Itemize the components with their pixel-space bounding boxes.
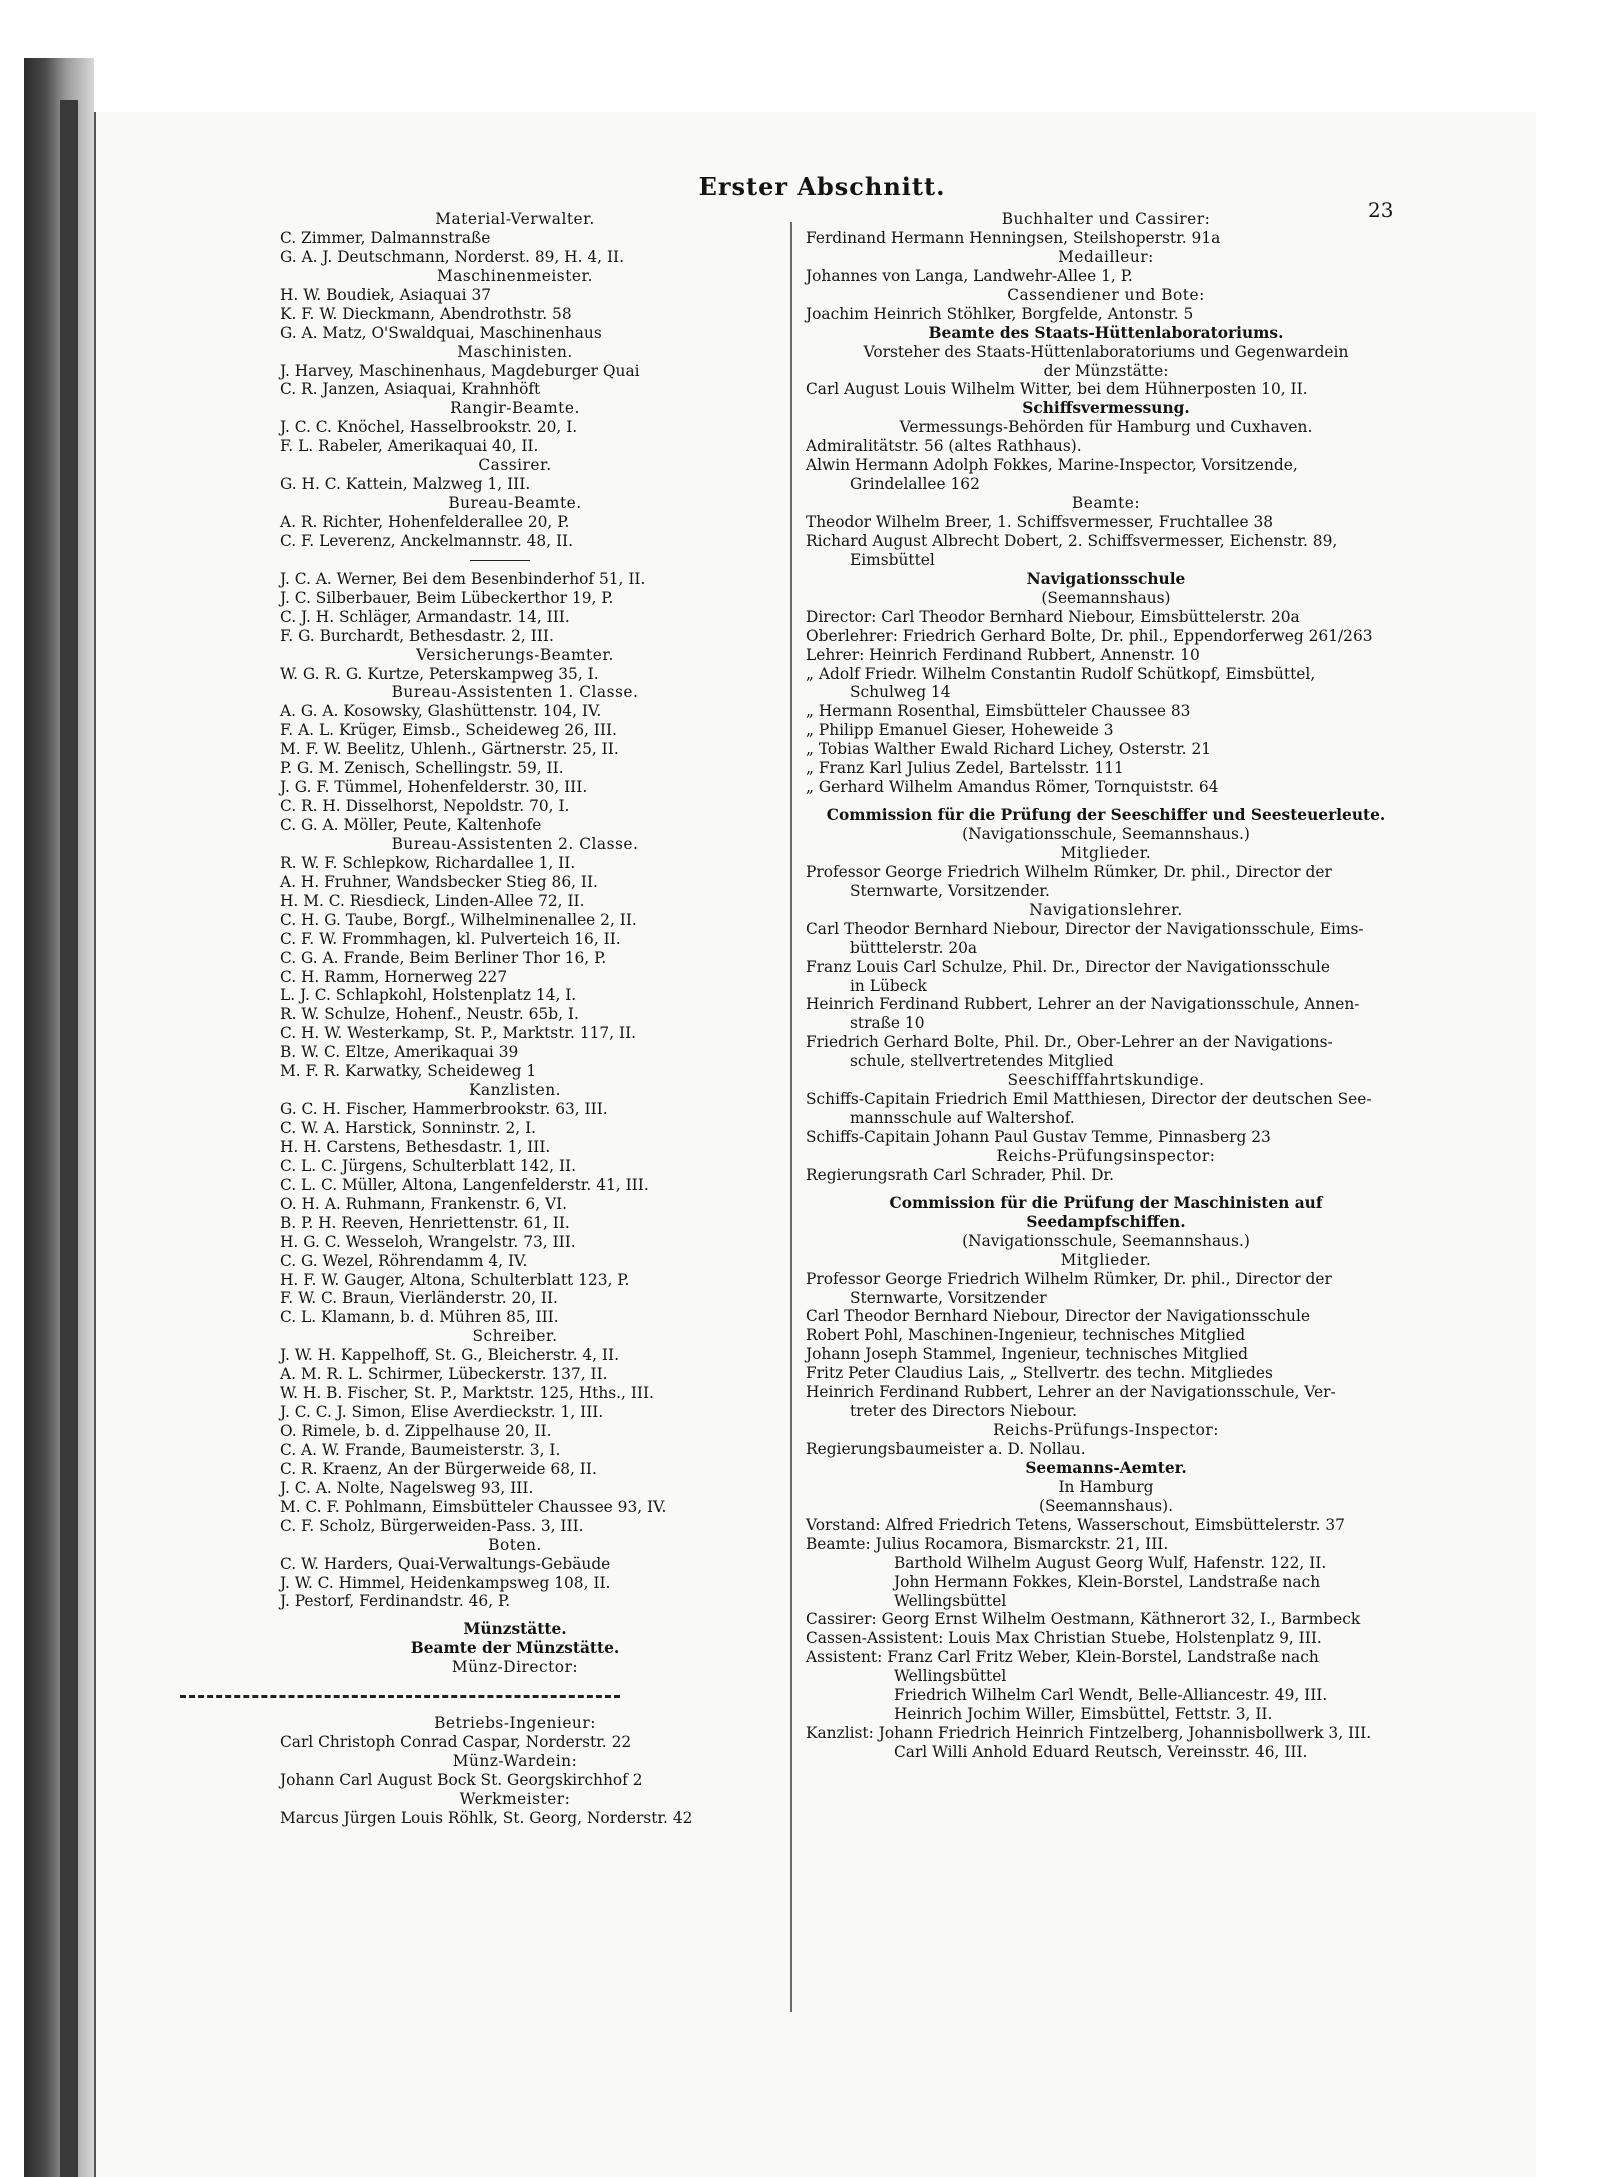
- section-heading: Reichs-Prüfungs-Inspector:: [993, 1421, 1219, 1440]
- directory-entry: „ Gerhard Wilhelm Amandus Römer, Tornquiststr. 64: [806, 778, 1219, 797]
- directory-entry: J. C. A. Werner, Bei dem Besenbinderhof 51, II.: [280, 569, 646, 588]
- directory-entry: C. A. W. Frande, Baumeisterstr. 3, I.: [280, 1440, 561, 1459]
- directory-entry: Theodor Wilhelm Breer, 1. Schiffsvermesser, Fruchtallee 38: [806, 513, 1274, 531]
- directory-entry: K. F. W. Dieckmann, Abendrothstr. 58: [280, 304, 572, 323]
- directory-entry: in Lübeck: [850, 976, 927, 995]
- section-heading: Commission für die Prüfung der Maschinisten auf: [889, 1193, 1323, 1212]
- directory-entry: J. Pestorf, Ferdinandstr. 46, P.: [280, 1592, 511, 1611]
- directory-entry: F. G. Burchardt, Bethesdastr. 2, III.: [280, 626, 554, 645]
- directory-entry: Carl Theodor Bernhard Niebour, Director der Navigationsschule, Eims-: [806, 919, 1364, 938]
- directory-entry: A. G. A. Kosowsky, Glashüttenstr. 104, IV.: [280, 702, 602, 721]
- directory-entry: J. C. C. J. Simon, Elise Averdieckstr. 1, III.: [280, 1403, 604, 1422]
- directory-entry: H. M. C. Riesdieck, Linden-Allee 72, II.: [280, 891, 585, 910]
- directory-entry: Professor George Friedrich Wilhelm Rümker, Dr. phil., Director der: [806, 862, 1332, 881]
- directory-entry: A. H. Fruhner, Wandsbecker Stieg 86, II.: [280, 872, 598, 891]
- directory-entry: Cassen-Assistent: Louis Max Christian Stuebe, Holstenplatz 9, III.: [806, 1629, 1322, 1648]
- directory-entry: (Navigationsschule, Seemannshaus.): [962, 825, 1250, 843]
- section-heading: Seemanns-Aemter.: [1025, 1458, 1187, 1477]
- directory-entry: Regierungsbaumeister a. D. Nollau.: [806, 1440, 1086, 1458]
- directory-entry: „ Philipp Emanuel Gieser, Hoheweide 3: [806, 721, 1114, 740]
- directory-entry: M. F. W. Beelitz, Uhlenh., Gärtnerstr. 25, II.: [280, 740, 619, 759]
- section-heading: Buchhalter und Cassirer:: [1001, 210, 1211, 228]
- directory-entry: H. G. C. Wesseloh, Wrangelstr. 73, III.: [280, 1232, 576, 1251]
- directory-entry: Vorsteher des Staats-Hüttenlaboratoriums und Gegenwardein: [863, 342, 1349, 361]
- directory-entry: Franz Louis Carl Schulze, Phil. Dr., Director der Navigationsschule: [806, 957, 1330, 976]
- directory-entry: O. H. A. Ruhmann, Frankenstr. 6, VI.: [280, 1194, 568, 1213]
- directory-entry: Vermessungs-Behörden für Hamburg und Cuxhaven.: [899, 418, 1313, 437]
- directory-entry: Alwin Hermann Adolph Fokkes, Marine-Inspector, Vorsitzende,: [806, 456, 1298, 475]
- section-heading: Maschinisten.: [457, 342, 573, 361]
- directory-entry: C. R. H. Disselhorst, Nepoldstr. 70, I.: [280, 797, 570, 816]
- directory-entry: Johann Carl August Bock St. Georgskirchhof 2: [280, 1770, 643, 1789]
- section-heading: Kanzlisten.: [468, 1081, 562, 1100]
- directory-entry: O. Rimele, b. d. Zippelhause 20, II.: [280, 1422, 552, 1440]
- directory-entry: John Hermann Fokkes, Klein-Borstel, Landstraße nach: [894, 1572, 1321, 1591]
- directory-entry: L. J. C. Schlapkohl, Holstenplatz 14, I.: [280, 986, 577, 1005]
- directory-entry: Schulweg 14: [850, 683, 951, 702]
- section-heading: Schiffsvermessung.: [1022, 399, 1190, 418]
- page-number: 23: [1368, 198, 1394, 222]
- directory-entry: Carl Christoph Conrad Caspar, Norderstr. 22: [280, 1733, 632, 1752]
- directory-entry: C. H. G. Taube, Borgf., Wilhelminenallee 2, II.: [280, 910, 637, 929]
- section-heading: Boten.: [488, 1535, 542, 1554]
- directory-entry: mannsschule auf Waltershof.: [850, 1109, 1075, 1128]
- directory-entry: P. G. M. Zenisch, Schellingstr. 59, II.: [280, 759, 564, 778]
- section-heading: Beamte:: [1071, 494, 1141, 513]
- directory-entry: Robert Pohl, Maschinen-Ingenieur, technisches Mitglied: [806, 1326, 1246, 1345]
- directory-entry: H. H. Carstens, Bethesdastr. 1, III.: [280, 1137, 551, 1156]
- book-spine-shadow: [24, 58, 94, 2177]
- directory-entry: B. P. H. Reeven, Henriettenstr. 61, II.: [280, 1213, 570, 1232]
- section-heading: Bureau-Assistenten 1. Classe.: [391, 683, 639, 702]
- directory-entry: C. L. C. Müller, Altona, Langenfelderstr. 41, III.: [280, 1175, 649, 1194]
- directory-entry: Assistent: Franz Carl Fritz Weber, Klein-Borstel, Landstraße nach: [806, 1648, 1319, 1667]
- directory-entry: Carl August Louis Wilhelm Witter, bei dem Hühnerposten 10, II.: [806, 380, 1308, 399]
- directory-entry: M. C. F. Pohlmann, Eimsbütteler Chaussee 93, IV.: [280, 1497, 667, 1516]
- directory-entry: (Seemannshaus): [1041, 588, 1171, 607]
- directory-entry: G. H. C. Kattein, Malzweg 1, III.: [280, 475, 531, 494]
- directory-entry: C. H. W. Westerkamp, St. P., Marktstr. 117, II.: [280, 1024, 637, 1043]
- section-heading: Mitglieder.: [1060, 1250, 1152, 1269]
- section-heading: Schreiber.: [472, 1327, 558, 1346]
- section-heading: Betriebs-Ingenieur:: [434, 1714, 596, 1733]
- directory-entry: Friedrich Wilhelm Carl Wendt, Belle-Alliancestr. 49, III.: [894, 1686, 1328, 1705]
- directory-entry: J. C. A. Nolte, Nagelsweg 93, III.: [280, 1478, 534, 1497]
- directory-entry: C. L. Klamann, b. d. Mühren 85, III.: [280, 1308, 559, 1327]
- directory-entry: Ferdinand Hermann Henningsen, Steilshoperstr. 91a: [806, 228, 1221, 247]
- previous-page-edge: [0, 0, 24, 2177]
- directory-entry: Johann Joseph Stammel, Ingenieur, technisches Mitglied: [806, 1345, 1249, 1364]
- directory-entry: Schiffs-Capitain Johann Paul Gustav Temme, Pinnasberg 23: [806, 1128, 1271, 1146]
- spacer: [280, 1705, 750, 1714]
- section-heading: Versicherungs-Beamter.: [416, 645, 614, 664]
- directory-entry: J. W. H. Kappelhoff, St. G., Bleicherstr. 4, II.: [280, 1346, 619, 1365]
- directory-entry: Friedrich Gerhard Bolte, Phil. Dr., Ober-Lehrer an der Navigations-: [806, 1033, 1333, 1052]
- binding-gutter: [60, 100, 78, 2177]
- directory-entry: C. R. Kraenz, An der Bürgerweide 68, II.: [280, 1459, 597, 1478]
- directory-entry: F. A. L. Krüger, Eimsb., Scheideweg 26, III.: [280, 721, 617, 740]
- section-heading: Cassirer.: [478, 456, 552, 475]
- directory-entry: H. W. Boudiek, Asiaquai 37: [280, 285, 492, 304]
- directory-entry: Beamte: Julius Rocamora, Bismarckstr. 21, III.: [806, 1534, 1169, 1553]
- section-heading: Bureau-Beamte.: [448, 494, 582, 513]
- section-heading: Reichs-Prüfungsinspector:: [996, 1146, 1216, 1165]
- directory-entry: Director: Carl Theodor Bernhard Niebour, Eimsbüttelerstr. 20a: [806, 607, 1300, 626]
- section-heading: Beamte der Münzstätte.: [410, 1639, 620, 1658]
- directory-entry: A. R. Richter, Hohenfelderallee 20, P.: [280, 513, 570, 531]
- directory-entry: C. R. Janzen, Asiaquai, Krahnhöft: [280, 380, 541, 399]
- directory-entry: J. W. C. Himmel, Heidenkampsweg 108, II.: [280, 1573, 611, 1592]
- directory-entry: „ Franz Karl Julius Zedel, Bartelsstr. 111: [806, 759, 1124, 778]
- left-column: [280, 210, 750, 1828]
- section-heading: Navigationsschule: [1026, 569, 1186, 588]
- directory-entry: (Seemannshaus).: [1038, 1496, 1174, 1515]
- directory-entry: H. F. W. Gauger, Altona, Schulterblatt 123, P.: [280, 1270, 630, 1289]
- section-heading: Commission für die Prüfung der Seeschiffer und Seesteuerleute.: [826, 806, 1386, 825]
- spacer: [280, 1611, 750, 1620]
- directory-entry: Heinrich Jochim Willer, Eimsbüttel, Fettstr. 3, II.: [894, 1705, 1273, 1724]
- directory-entry: M. F. R. Karwatky, Scheideweg 1: [280, 1062, 537, 1081]
- directory-entry: G. A. J. Deutschmann, Norderst. 89, H. 4, II.: [280, 247, 625, 266]
- column-rule: [790, 222, 792, 2012]
- directory-entry: schule, stellvertretendes Mitglied: [850, 1052, 1114, 1071]
- directory-entry: Johannes von Langa, Landwehr-Allee 1, P.: [806, 266, 1133, 285]
- directory-entry: C. G. Wezel, Röhrendamm 4, IV.: [280, 1251, 528, 1270]
- section-heading: Material-Verwalter.: [435, 210, 595, 228]
- running-head: Erster Abschnitt.: [698, 172, 946, 201]
- directory-entry: J. C. Silberbauer, Beim Lübeckerthor 19, P.: [280, 588, 614, 607]
- directory-entry: R. W. Schulze, Hohenf., Neustr. 65b, I.: [280, 1005, 579, 1024]
- directory-entry: Barthold Wilhelm August Georg Wulf, Hafenstr. 122, II.: [894, 1553, 1327, 1572]
- directory-entry: Joachim Heinrich Stöhlker, Borgfelde, Antonstr. 5: [806, 304, 1194, 323]
- directory-entry: Grindelallee 162: [850, 475, 980, 494]
- directory-entry: (Navigationsschule, Seemannshaus.): [962, 1231, 1250, 1250]
- section-heading: Werkmeister:: [459, 1789, 571, 1808]
- directory-entry: Regierungsrath Carl Schrader, Phil. Dr.: [806, 1165, 1114, 1184]
- directory-entry: C. J. H. Schläger, Armandastr. 14, III.: [280, 607, 570, 626]
- section-heading: Seedampfschiffen.: [1026, 1212, 1186, 1231]
- section-heading: Münz-Director:: [451, 1658, 579, 1677]
- section-heading: Navigationslehrer.: [1029, 900, 1183, 919]
- directory-entry: A. M. R. L. Schirmer, Lübeckerstr. 137, II.: [280, 1365, 608, 1384]
- directory-entry: Carl Theodor Bernhard Niebour, Director der Navigationsschule: [806, 1307, 1310, 1326]
- directory-entry: Wellingsbüttel: [894, 1591, 1007, 1610]
- directory-entry: C. G. A. Möller, Peute, Kaltenhofe: [280, 816, 542, 834]
- directory-entry: Oberlehrer: Friedrich Gerhard Bolte, Dr. phil., Eppendorferweg 261/263: [806, 626, 1373, 645]
- directory-entry: Kanzlist: Johann Friedrich Heinrich Fintzelberg, Johannisbollwerk 3, III.: [806, 1724, 1372, 1743]
- directory-entry: C. F. Scholz, Bürgerweiden-Pass. 3, III.: [280, 1516, 584, 1535]
- section-heading: Münzstätte.: [463, 1620, 567, 1639]
- directory-entry: C. L. C. Jürgens, Schulterblatt 142, II.: [280, 1156, 577, 1175]
- section-heading: Beamte des Staats-Hüttenlaboratoriums.: [928, 323, 1284, 342]
- directory-entry: In Hamburg: [1058, 1477, 1154, 1496]
- directory-entry: Schiffs-Capitain Friedrich Emil Matthiesen, Director der deutschen See-: [806, 1090, 1372, 1109]
- section-heading: Bureau-Assistenten 2. Classe.: [391, 834, 639, 853]
- directory-entry: R. W. F. Schlepkow, Richardallee 1, II.: [280, 853, 576, 872]
- directory-entry: Carl Willi Anhold Eduard Reutsch, Vereinsstr. 46, III.: [894, 1743, 1308, 1761]
- directory-entry: C. Zimmer, Dalmannstraße: [280, 228, 491, 247]
- directory-entry: F. W. C. Braun, Vierländerstr. 20, II.: [280, 1289, 558, 1308]
- directory-entry: C. W. Harders, Quai-Verwaltungs-Gebäude: [280, 1554, 611, 1573]
- directory-entry: „ Hermann Rosenthal, Eimsbütteler Chaussee 83: [806, 702, 1191, 721]
- spacer: [806, 1185, 1406, 1194]
- directory-entry: C. F. W. Frommhagen, kl. Pulverteich 16, II.: [280, 929, 621, 948]
- directory-entry: B. W. C. Eltze, Amerikaquai 39: [280, 1043, 519, 1062]
- directory-entry: treter des Directors Niebour.: [850, 1402, 1077, 1421]
- dashed-rule: [280, 1686, 750, 1705]
- section-heading: Medailleur:: [1058, 247, 1154, 266]
- directory-entry: bütttelerstr. 20a: [850, 938, 978, 957]
- spacer: [806, 797, 1406, 806]
- directory-entry: Heinrich Ferdinand Rubbert, Lehrer an der Navigationsschule, Annen-: [806, 995, 1360, 1014]
- directory-entry: Lehrer: Heinrich Ferdinand Rubbert, Annenstr. 10: [806, 645, 1200, 664]
- directory-entry: W. H. B. Fischer, St. P., Marktstr. 125, Hths., III.: [280, 1384, 654, 1403]
- separator-rule: [280, 551, 750, 570]
- section-heading: Seeschifffahrtskundige.: [1007, 1071, 1205, 1090]
- directory-entry: F. L. Rabeler, Amerikaquai 40, II.: [280, 437, 539, 456]
- directory-entry: G. A. Matz, O'Swaldquai, Maschinenhaus: [280, 323, 602, 342]
- directory-entry: C. F. Leverenz, Anckelmannstr. 48, II.: [280, 531, 574, 550]
- directory-entry: Sternwarte, Vorsitzender.: [850, 881, 1050, 900]
- directory-entry: C. W. A. Harstick, Sonninstr. 2, I.: [280, 1119, 537, 1137]
- directory-entry: Wellingsbüttel: [894, 1667, 1007, 1686]
- directory-entry: Sternwarte, Vorsitzender: [850, 1288, 1047, 1307]
- directory-entry: J. G. F. Tümmel, Hohenfelderstr. 30, III.: [280, 778, 588, 797]
- directory-entry: Cassirer: Georg Ernst Wilhelm Oestmann, Käthnerort 32, I., Barmbeck: [806, 1610, 1361, 1629]
- directory-entry: Fritz Peter Claudius Lais, „ Stellvertr. des techn. Mitgliedes: [806, 1364, 1273, 1383]
- section-heading: Mitglieder.: [1060, 843, 1152, 862]
- directory-entry: C. G. A. Frande, Beim Berliner Thor 16, P.: [280, 948, 607, 967]
- directory-entry: Marcus Jürgen Louis Röhlk, St. Georg, Norderstr. 42: [280, 1808, 693, 1827]
- directory-entry: straße 10: [850, 1014, 925, 1033]
- directory-entry: der Münzstätte:: [1043, 361, 1169, 380]
- section-heading: Rangir-Beamte.: [450, 399, 580, 418]
- directory-entry: Professor George Friedrich Wilhelm Rümker, Dr. phil., Director der: [806, 1269, 1332, 1288]
- section-heading: Cassendiener und Bote:: [1007, 285, 1205, 304]
- directory-entry: J. Harvey, Maschinenhaus, Magdeburger Quai: [280, 361, 640, 380]
- section-heading: Maschinenmeister.: [436, 266, 594, 285]
- section-heading: Münz-Wardein:: [452, 1752, 578, 1770]
- directory-entry: Heinrich Ferdinand Rubbert, Lehrer an der Navigationsschule, Ver-: [806, 1383, 1336, 1402]
- directory-entry: Eimsbüttel: [850, 550, 935, 569]
- directory-entry: „ Adolf Friedr. Wilhelm Constantin Rudolf Schütkopf, Eimsbüttel,: [806, 664, 1316, 683]
- directory-entry: C. H. Ramm, Hornerweg 227: [280, 967, 508, 986]
- directory-entry: G. C. H. Fischer, Hammerbrookstr. 63, III.: [280, 1100, 608, 1119]
- directory-entry: Richard August Albrecht Dobert, 2. Schiffsvermesser, Eichenstr. 89,: [806, 531, 1338, 550]
- directory-entry: „ Tobias Walther Ewald Richard Lichey, Osterstr. 21: [806, 740, 1212, 759]
- spacer: [280, 1677, 750, 1686]
- right-column: [806, 210, 1406, 1762]
- directory-entry: Admiralitätstr. 56 (altes Rathhaus).: [806, 437, 1082, 456]
- directory-entry: W. G. R. G. Kurtze, Peterskampweg 35, I.: [280, 664, 599, 683]
- directory-entry: Vorstand: Alfred Friedrich Tetens, Wasserschout, Eimsbüttelerstr. 37: [806, 1515, 1345, 1534]
- directory-entry: J. C. C. Knöchel, Hasselbrookstr. 20, I.: [280, 418, 578, 437]
